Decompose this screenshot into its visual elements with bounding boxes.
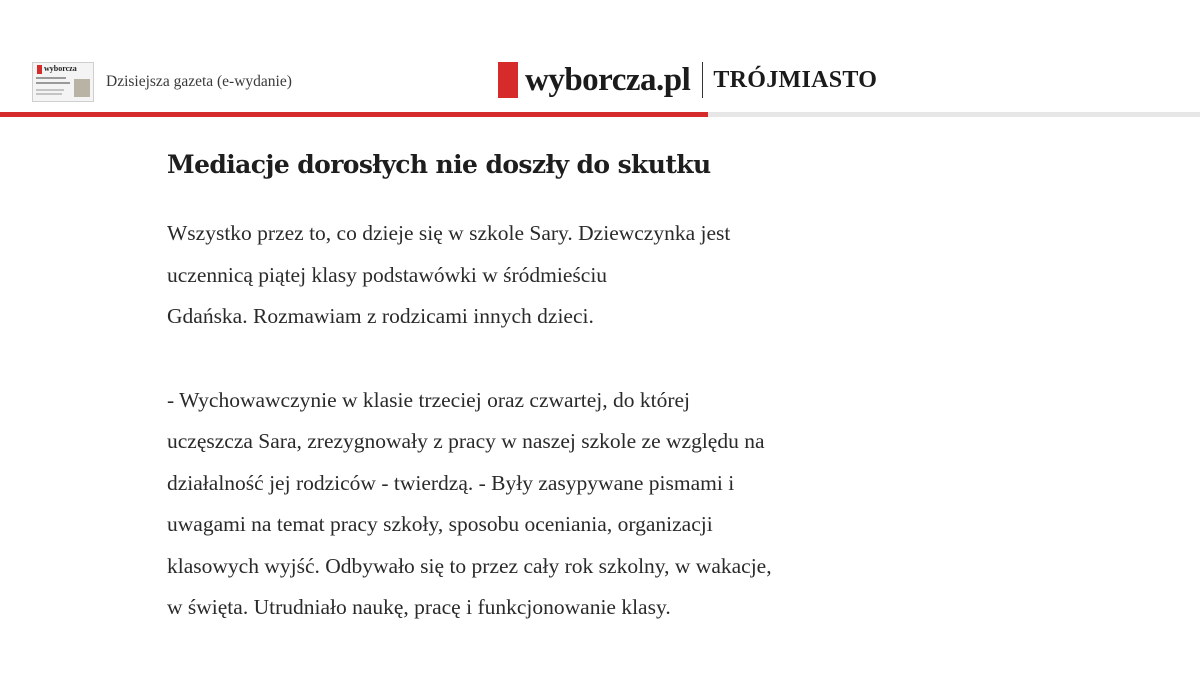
site-header [0,0,1200,112]
paragraph-line: klasowych wyjść. Odbywało się to przez cały rok szkolny, w wakacje, [167,553,772,578]
paragraph-line: - Wychowawczynie w klasie trzeciej oraz czwartej, do której [167,387,691,412]
thumbnail-headline-line [36,82,70,84]
paragraph-line: Gdańska. Rozmawiam z rodzicami innych dzieci. [167,304,594,328]
thumbnail-text-line [36,93,62,95]
thumbnail-logo-mark [37,65,42,74]
thumbnail-title: wyborcza [44,64,77,73]
paragraph-line: uczennicą piątej klasy podstawówki w śródmieściu [167,262,608,287]
paragraph-line: uwagami na temat pracy szkoły, sposobu oceniania, organizacji [167,512,713,536]
newspaper-thumbnail[interactable] [32,62,94,102]
paragraph-line: działalność jej rodziców - twierdzą. - Były zasypywane pismami i [167,470,735,495]
thumbnail-text-line [36,89,64,91]
article-body [167,150,957,671]
paragraph-line: w święta. Utrudniało naukę, pracę i funkcjonowanie klasy. [167,595,671,619]
eedition-label[interactable]: Dzisiejsza gazeta (e-wydanie) [106,73,292,90]
brand-name[interactable]: wyborcza.pl [525,62,691,98]
brand-section[interactable]: TRÓJMIASTO [713,67,878,93]
reading-progress-bar [0,112,1200,117]
brand-mark-icon [498,62,518,98]
article-paragraph [167,380,957,629]
article-subheading: Mediacje dorosłych nie doszły do skutku [167,150,711,179]
eedition-link[interactable] [32,62,292,102]
brand-logo[interactable] [498,62,877,98]
paragraph-line: Wszystko przez to, co dzieje się w szkole Sary. Dziewczynka jest [167,221,731,245]
article-paragraph [167,213,957,338]
brand-divider [702,62,703,98]
paragraph-line: uczęszcza Sara, zrezygnowały z pracy w naszej szkole ze względu na [167,429,765,453]
thumbnail-headline-line [36,77,66,79]
reading-progress-fill [0,112,708,117]
thumbnail-photo [74,79,90,97]
